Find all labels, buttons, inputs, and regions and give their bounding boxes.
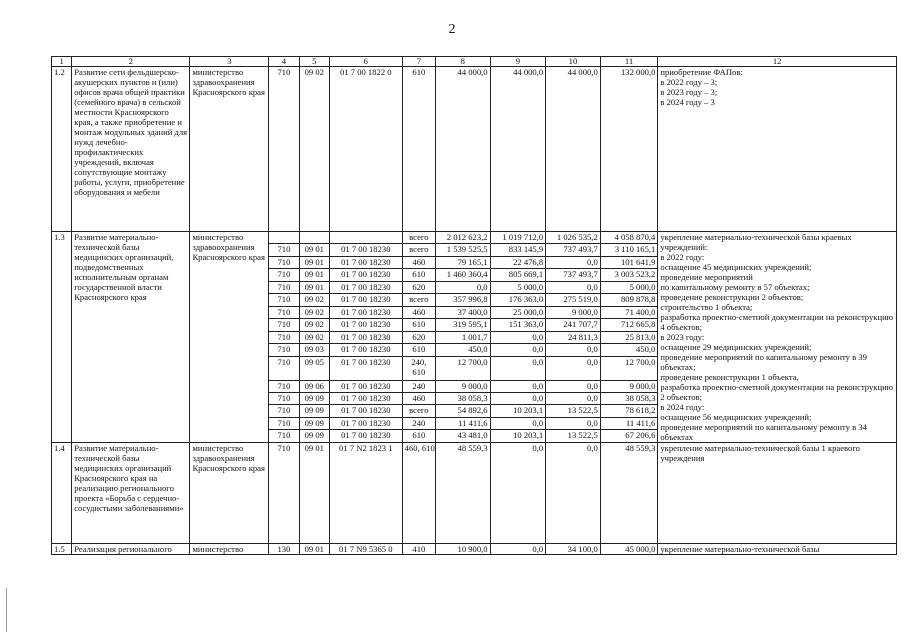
section-code: 09 02 xyxy=(299,67,329,232)
value-total: 132 000,0 xyxy=(600,67,658,232)
executor: министерство xyxy=(190,544,269,555)
grbs-code: 710 xyxy=(269,392,299,404)
target-code: 01 7 00 18230 xyxy=(329,430,402,443)
expense-type: 620 xyxy=(402,281,435,293)
grbs-code: 710 xyxy=(269,380,299,392)
target-code: 01 7 00 18230 xyxy=(329,306,402,318)
target-code: 01 7 00 18230 xyxy=(329,319,402,331)
target-code: 01 7 00 18230 xyxy=(329,356,402,380)
value-total: 4 058 870,4 xyxy=(600,232,658,244)
expense-type: 460, 610 xyxy=(402,443,435,544)
value-2023: 805 669,1 xyxy=(490,269,546,281)
value-2024: 0,0 xyxy=(546,380,601,392)
value-2022: 2 012 623,2 xyxy=(436,232,491,244)
value-2023: 151 363,0 xyxy=(490,319,546,331)
value-total: 78 618,2 xyxy=(600,405,658,417)
value-total: 25 813,0 xyxy=(600,331,658,343)
grbs-code: 710 xyxy=(269,67,299,232)
grbs-code: 710 xyxy=(269,417,299,429)
value-2022: 48 559,3 xyxy=(436,443,491,544)
expense-type: 240 xyxy=(402,380,435,392)
value-2022: 54 892,6 xyxy=(436,405,491,417)
target-code: 01 7 00 18230 xyxy=(329,294,402,306)
result-line: проведение реконструкции 2 объектов; xyxy=(660,292,804,302)
value-2024: 241 707,7 xyxy=(546,319,601,331)
value-2024: 13 522,5 xyxy=(546,405,601,417)
value-total: 45 000,0 xyxy=(600,544,658,555)
result-line: проведение реконструкции 1 объекта, xyxy=(660,372,799,382)
result-line: в 2024 году – 3 xyxy=(660,97,715,107)
value-2023: 44 000,0 xyxy=(490,67,546,232)
result-line: в 2023 году: xyxy=(660,332,705,342)
section-code: 09 05 xyxy=(299,356,329,380)
expense-type: всего xyxy=(402,232,435,244)
result-line: разработка проектно-сметной документации на реконструкцию 2 объектов; xyxy=(660,382,894,402)
value-2023: 0,0 xyxy=(490,331,546,343)
section-code: 09 01 xyxy=(299,544,329,555)
grbs-code xyxy=(269,232,299,244)
section-code: 09 01 xyxy=(299,443,329,544)
value-2024: 0,0 xyxy=(546,443,601,544)
executor: министерство здравоохранения Красноярского края xyxy=(190,443,269,544)
value-2023: 1 019 712,0 xyxy=(490,232,546,244)
result-line: разработка проектно-сметной документации на реконструкцию 4 объектов; xyxy=(660,312,894,332)
table-row xyxy=(52,544,897,555)
grbs-code: 710 xyxy=(269,405,299,417)
grbs-code: 710 xyxy=(269,443,299,544)
measure-name: Развитие сети фельдшерско-акушерских пунктов и (или) офисов врача общей практики (семейного врача) в сельской местности Красноярского края, а также приобретение и монтаж модульных зданий для нужд лечебно-профилактических учреждений, включая сопутствующие монтажу работы, услуги, приобретение оборудования и мебели xyxy=(72,67,190,232)
value-2023: 25 000,0 xyxy=(490,306,546,318)
value-2024: 44 000,0 xyxy=(546,67,601,232)
grbs-code: 710 xyxy=(269,356,299,380)
value-2024: 24 811,3 xyxy=(546,331,601,343)
grbs-code: 710 xyxy=(269,306,299,318)
value-2022: 319 595,1 xyxy=(436,319,491,331)
section-code: 09 03 xyxy=(299,344,329,356)
column-header: 2 xyxy=(72,57,190,67)
column-header: 1 xyxy=(52,57,72,67)
value-2023: 0,0 xyxy=(490,344,546,356)
section-code: 09 09 xyxy=(299,405,329,417)
section-code: 09 01 xyxy=(299,269,329,281)
grbs-code: 710 xyxy=(269,256,299,268)
result-line: строительство 1 объекта; xyxy=(660,302,753,312)
column-header: 6 xyxy=(329,57,402,67)
result-line: проведение мероприятий xyxy=(660,272,753,282)
value-total: 450,0 xyxy=(600,344,658,356)
target-code: 01 7 00 18230 xyxy=(329,244,402,256)
target-code: 01 7 00 18230 xyxy=(329,405,402,417)
section-code: 09 09 xyxy=(299,392,329,404)
value-2022: 37 400,0 xyxy=(436,306,491,318)
value-2022: 38 058,3 xyxy=(436,392,491,404)
result-line: в 2023 году – 3; xyxy=(660,87,718,97)
grbs-code: 710 xyxy=(269,281,299,293)
section-code: 09 09 xyxy=(299,417,329,429)
value-2022: 0,0 xyxy=(436,281,491,293)
value-2024: 9 000,0 xyxy=(546,306,601,318)
section-code: 09 02 xyxy=(299,319,329,331)
value-total: 48 559,3 xyxy=(600,443,658,544)
section-code: 09 01 xyxy=(299,244,329,256)
row-number: 1.4 xyxy=(52,443,72,544)
grbs-code: 130 xyxy=(269,544,299,555)
value-2024: 737 493,7 xyxy=(546,244,601,256)
value-2023: 10 203,1 xyxy=(490,430,546,443)
row-number: 1.3 xyxy=(52,232,72,443)
measure-name: Развитие материально-технической базы медицинских организаций Красноярского края на реализацию регионального проекта «Борьба с сердечно-сосудистыми заболеваниями» xyxy=(72,443,190,544)
column-header: 11 xyxy=(600,57,658,67)
value-2022: 357 996,8 xyxy=(436,294,491,306)
value-2022: 12 700,0 xyxy=(436,356,491,380)
target-code xyxy=(329,232,402,244)
target-code: 01 7 N2 1823 1 xyxy=(329,443,402,544)
column-header: 9 xyxy=(490,57,546,67)
value-2023: 833 145,9 xyxy=(490,244,546,256)
value-2022: 450,0 xyxy=(436,344,491,356)
grbs-code: 710 xyxy=(269,269,299,281)
expected-result xyxy=(658,232,897,443)
result-line: в 2024 году: xyxy=(660,402,705,412)
value-total: 67 206,6 xyxy=(600,430,658,443)
target-code: 01 7 00 18230 xyxy=(329,344,402,356)
page-number: 2 xyxy=(448,22,456,37)
expected-result: укрепление материально-технической базы xyxy=(658,544,897,555)
target-code: 01 7 N9 5365 0 xyxy=(329,544,402,555)
value-2022: 10 900,0 xyxy=(436,544,491,555)
result-line: проведение мероприятий по капитальному ремонту в 39 объектах; xyxy=(660,352,867,372)
grbs-code: 710 xyxy=(269,294,299,306)
value-2022: 1 001,7 xyxy=(436,331,491,343)
measure-name: Реализация регионального xyxy=(72,544,190,555)
value-2022: 43 481,0 xyxy=(436,430,491,443)
value-2022: 9 000,0 xyxy=(436,380,491,392)
value-2024: 34 100,0 xyxy=(546,544,601,555)
column-header: 10 xyxy=(546,57,601,67)
expense-type: 610 xyxy=(402,319,435,331)
column-header: 4 xyxy=(269,57,299,67)
result-line: оснащение 45 медицинских учреждений; xyxy=(660,262,812,272)
section-code: 09 02 xyxy=(299,331,329,343)
result-line: оснащение 29 медицинских учреждений; xyxy=(660,342,812,352)
value-2024: 0,0 xyxy=(546,344,601,356)
section-code: 09 01 xyxy=(299,256,329,268)
value-2024: 0,0 xyxy=(546,281,601,293)
result-line: в 2022 году – 3; xyxy=(660,77,718,87)
expense-type: 610 xyxy=(402,269,435,281)
target-code: 01 7 00 18230 xyxy=(329,417,402,429)
section-code: 09 06 xyxy=(299,380,329,392)
grbs-code: 710 xyxy=(269,244,299,256)
table-row xyxy=(52,443,897,544)
column-header: 3 xyxy=(190,57,269,67)
result-line: проведение мероприятий по капитальному ремонту в 34 объектах xyxy=(660,422,867,442)
expense-type: 610 xyxy=(402,430,435,443)
column-number-row xyxy=(52,57,897,67)
expense-type: 460 xyxy=(402,392,435,404)
measure-name: Развитие материально-технической базы медицинских организаций, подведомственных исполнительным органам государственной власти Красноярского края xyxy=(72,232,190,443)
result-line: оснащение 56 медицинских учреждений; xyxy=(660,412,812,422)
value-2024: 275 519,0 xyxy=(546,294,601,306)
value-total: 712 665,8 xyxy=(600,319,658,331)
target-code: 01 7 00 18230 xyxy=(329,256,402,268)
value-2022: 79 165,1 xyxy=(436,256,491,268)
grbs-code: 710 xyxy=(269,319,299,331)
page-fold-line xyxy=(6,588,7,632)
grbs-code: 710 xyxy=(269,430,299,443)
value-2023: 0,0 xyxy=(490,443,546,544)
value-total: 809 878,8 xyxy=(600,294,658,306)
section-code: 09 09 xyxy=(299,430,329,443)
expense-type: 240 xyxy=(402,417,435,429)
expense-type: 410 xyxy=(402,544,435,555)
table-row xyxy=(52,67,897,232)
value-2022: 44 000,0 xyxy=(436,67,491,232)
value-2023: 5 000,0 xyxy=(490,281,546,293)
program-table xyxy=(51,56,897,555)
section-code: 09 01 xyxy=(299,281,329,293)
value-total: 3 110 165,1 xyxy=(600,244,658,256)
target-code: 01 7 00 18230 xyxy=(329,281,402,293)
value-2023: 0,0 xyxy=(490,544,546,555)
target-code: 01 7 00 18230 xyxy=(329,392,402,404)
value-2024: 1 026 535,2 xyxy=(546,232,601,244)
target-code: 01 7 00 1822 0 xyxy=(329,67,402,232)
grbs-code: 710 xyxy=(269,331,299,343)
value-2024: 0,0 xyxy=(546,392,601,404)
expense-type: 460 xyxy=(402,256,435,268)
row-number: 1.5 xyxy=(52,544,72,555)
section-code: 09 02 xyxy=(299,294,329,306)
executor: министерство здравоохранения Красноярского края xyxy=(190,232,269,443)
expense-type: 610 xyxy=(402,67,435,232)
value-total: 12 700,0 xyxy=(600,356,658,380)
column-header: 12 xyxy=(658,57,897,67)
expected-result: укрепление материально-технической базы 1 краевого учреждения xyxy=(658,443,897,544)
table-row xyxy=(52,232,897,244)
expense-type: 240, 610 xyxy=(402,356,435,380)
value-2023: 0,0 xyxy=(490,380,546,392)
value-2023: 10 203,1 xyxy=(490,405,546,417)
value-total: 11 411,6 xyxy=(600,417,658,429)
value-2022: 1 460 360,4 xyxy=(436,269,491,281)
expense-type: всего xyxy=(402,294,435,306)
section-code: 09 02 xyxy=(299,306,329,318)
expense-type: 620 xyxy=(402,331,435,343)
expense-type: 460 xyxy=(402,306,435,318)
result-line: приобретение ФАПов: xyxy=(660,67,743,77)
result-line: укрепление материально-технической базы краевых учреждений: xyxy=(660,232,852,252)
column-header: 7 xyxy=(402,57,435,67)
executor: министерство здравоохранения Красноярского края xyxy=(190,67,269,232)
value-2024: 737 493,7 xyxy=(546,269,601,281)
value-2023: 176 363,0 xyxy=(490,294,546,306)
row-number: 1.2 xyxy=(52,67,72,232)
value-2024: 0,0 xyxy=(546,417,601,429)
expense-type: 610 xyxy=(402,344,435,356)
target-code: 01 7 00 18230 xyxy=(329,269,402,281)
value-2023: 0,0 xyxy=(490,417,546,429)
value-2022: 11 411,6 xyxy=(436,417,491,429)
expected-result xyxy=(658,67,897,232)
value-total: 38 058,3 xyxy=(600,392,658,404)
value-total: 9 000,0 xyxy=(600,380,658,392)
column-header: 8 xyxy=(436,57,491,67)
value-total: 101 641,9 xyxy=(600,256,658,268)
value-total: 71 400,0 xyxy=(600,306,658,318)
expense-type: всего xyxy=(402,244,435,256)
grbs-code: 710 xyxy=(269,344,299,356)
value-total: 3 003 523,2 xyxy=(600,269,658,281)
value-2022: 1 539 525,5 xyxy=(436,244,491,256)
result-line: по капитальному ремонту в 57 объектах; xyxy=(660,282,810,292)
expense-type: всего xyxy=(402,405,435,417)
value-2024: 13 522,5 xyxy=(546,430,601,443)
column-header: 5 xyxy=(299,57,329,67)
value-2023: 0,0 xyxy=(490,392,546,404)
value-2023: 22 476,8 xyxy=(490,256,546,268)
section-code xyxy=(299,232,329,244)
value-2024: 0,0 xyxy=(546,256,601,268)
target-code: 01 7 00 18230 xyxy=(329,380,402,392)
value-total: 5 000,0 xyxy=(600,281,658,293)
target-code: 01 7 00 18230 xyxy=(329,331,402,343)
result-line: в 2022 году: xyxy=(660,252,705,262)
value-2023: 0,0 xyxy=(490,356,546,380)
value-2024: 0,0 xyxy=(546,356,601,380)
